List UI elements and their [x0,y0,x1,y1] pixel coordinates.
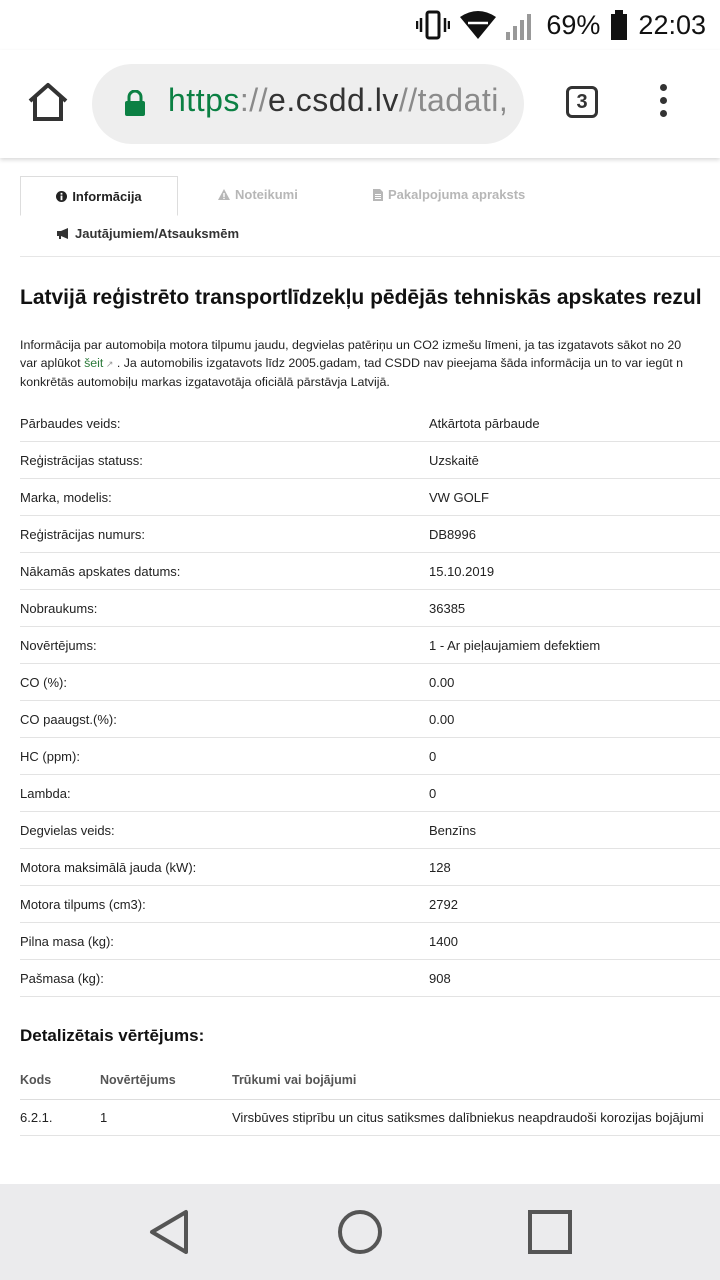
page-title: Latvijā reģistrēto transportlīdzekļu pēdējās tehniskās apskates rezul [20,286,702,309]
column-header-trukumi: Trūkumi vai bojājumi [232,1061,720,1100]
detail-value: VW GOLF [429,479,720,516]
table-row [20,479,720,516]
detail-value: 0.00 [429,664,720,701]
detail-label: CO (%): [20,664,429,701]
table-row [20,516,720,553]
table-row [20,775,720,812]
column-header-novertejums: Novērtējums [100,1061,232,1100]
detail-label: Marka, modelis: [20,479,429,516]
detail-label: Reģistrācijas statuss: [20,442,429,479]
detail-value: 1 - Ar pieļaujamiem defektiem [429,627,720,664]
external-link-icon: ↗ [103,359,114,369]
status-bar [0,0,720,50]
detail-label: Novērtējums: [20,627,429,664]
address-bar[interactable] [92,64,524,144]
home-button[interactable] [26,80,70,124]
back-triangle-icon [146,1208,194,1256]
detail-label: Lambda: [20,775,429,812]
detail-label: CO paaugst.(%): [20,701,429,738]
table-row [20,738,720,775]
detail-label: Pilna masa (kg): [20,923,429,960]
detail-label: Pārbaudes veids: [20,405,429,442]
back-button[interactable] [146,1208,194,1256]
table-row [20,664,720,701]
here-link[interactable]: šeit [84,356,104,370]
detail-label: Nobraukums: [20,590,429,627]
detail-label: Nākamās apskates datums: [20,553,429,590]
tab-jautajumiem[interactable]: Jautājumiem/Atsauksmēm [57,226,239,241]
info-paragraph: Informācija par automobiļa motora tilpumu jaudu, degvielas patēriņu un CO2 izmešu līmeni, ja tas izgatavots sākot no 20 var aplūkot šeit ↗ . Ja automobilis izgatavots līdz 2005.gadam, tad CSDD nav pieejama šāda informācija un to var iegūt n konkrētās automobiļu markas izgatavotāja oficiālā pārstāvja Latvijā. [20,338,683,389]
defects-header-row [20,1061,720,1100]
table-row [20,701,720,738]
warning-icon [218,189,230,200]
column-header-kods: Kods [20,1061,100,1100]
table-row [20,1100,720,1136]
detail-label: Motora maksimālā jauda (kW): [20,849,429,886]
detailed-assessment-heading: Detalizētais vērtējums: [20,1026,205,1045]
url-text: https://e.csdd.lv//tadati, [168,82,509,118]
detail-label: Pašmasa (kg): [20,960,429,997]
wifi-icon [460,11,496,39]
vibrate-icon [416,10,450,40]
home-nav-button[interactable] [336,1208,384,1256]
overflow-menu-button[interactable] [656,84,670,124]
detail-value: 1400 [429,923,720,960]
detail-value: 0.00 [429,701,720,738]
defects-table [20,1061,720,1136]
tab-noteikumi[interactable]: Noteikumi [218,187,298,202]
table-row [20,849,720,886]
document-icon [373,189,383,201]
defect-description: Virsbūves stiprību un citus satiksmes dalībniekus neapdraudoši korozijas bojājumi [232,1100,720,1136]
vehicle-details-table [20,405,720,997]
tab-switcher-button[interactable]: 3 [566,86,598,118]
clock: 22:03 [638,9,706,40]
detail-label: Reģistrācijas numurs: [20,516,429,553]
recents-square-icon [526,1208,574,1256]
detail-value: 36385 [429,590,720,627]
lock-icon [124,90,146,121]
table-row [20,886,720,923]
table-row [20,923,720,960]
detail-value: 15.10.2019 [429,553,720,590]
table-row [20,553,720,590]
recents-button[interactable] [526,1208,574,1256]
bullhorn-icon [57,228,70,239]
detail-value: Uzskaitē [429,442,720,479]
table-row [20,442,720,479]
battery-icon [610,10,628,40]
table-row [20,960,720,997]
detail-value: Atkārtota pārbaude [429,405,720,442]
table-row [20,590,720,627]
defect-code: 6.2.1. [20,1100,100,1136]
table-row [20,405,720,442]
detail-label: Motora tilpums (cm3): [20,886,429,923]
detail-label: HC (ppm): [20,738,429,775]
browser-toolbar [0,50,720,158]
signal-icon [506,10,536,40]
info-circle-icon [56,191,67,202]
content-tabs [20,176,720,257]
home-circle-icon [336,1208,384,1256]
detail-value: Benzīns [429,812,720,849]
detail-value: 0 [429,738,720,775]
tab-informacija[interactable]: Informācija [20,176,178,216]
web-page [0,158,720,1184]
detail-value: DB8996 [429,516,720,553]
defect-rating: 1 [100,1100,232,1136]
detail-label: Degvielas veids: [20,812,429,849]
battery-percent: 69% [546,9,601,40]
detail-value: 0 [429,775,720,812]
tab-pakalpojuma-apraksts[interactable]: Pakalpojuma apraksts [373,187,525,202]
home-icon [26,80,70,124]
detail-value: 908 [429,960,720,997]
table-row [20,812,720,849]
system-navigation-bar [0,1184,720,1280]
table-row [20,627,720,664]
detail-value: 128 [429,849,720,886]
detail-value: 2792 [429,886,720,923]
